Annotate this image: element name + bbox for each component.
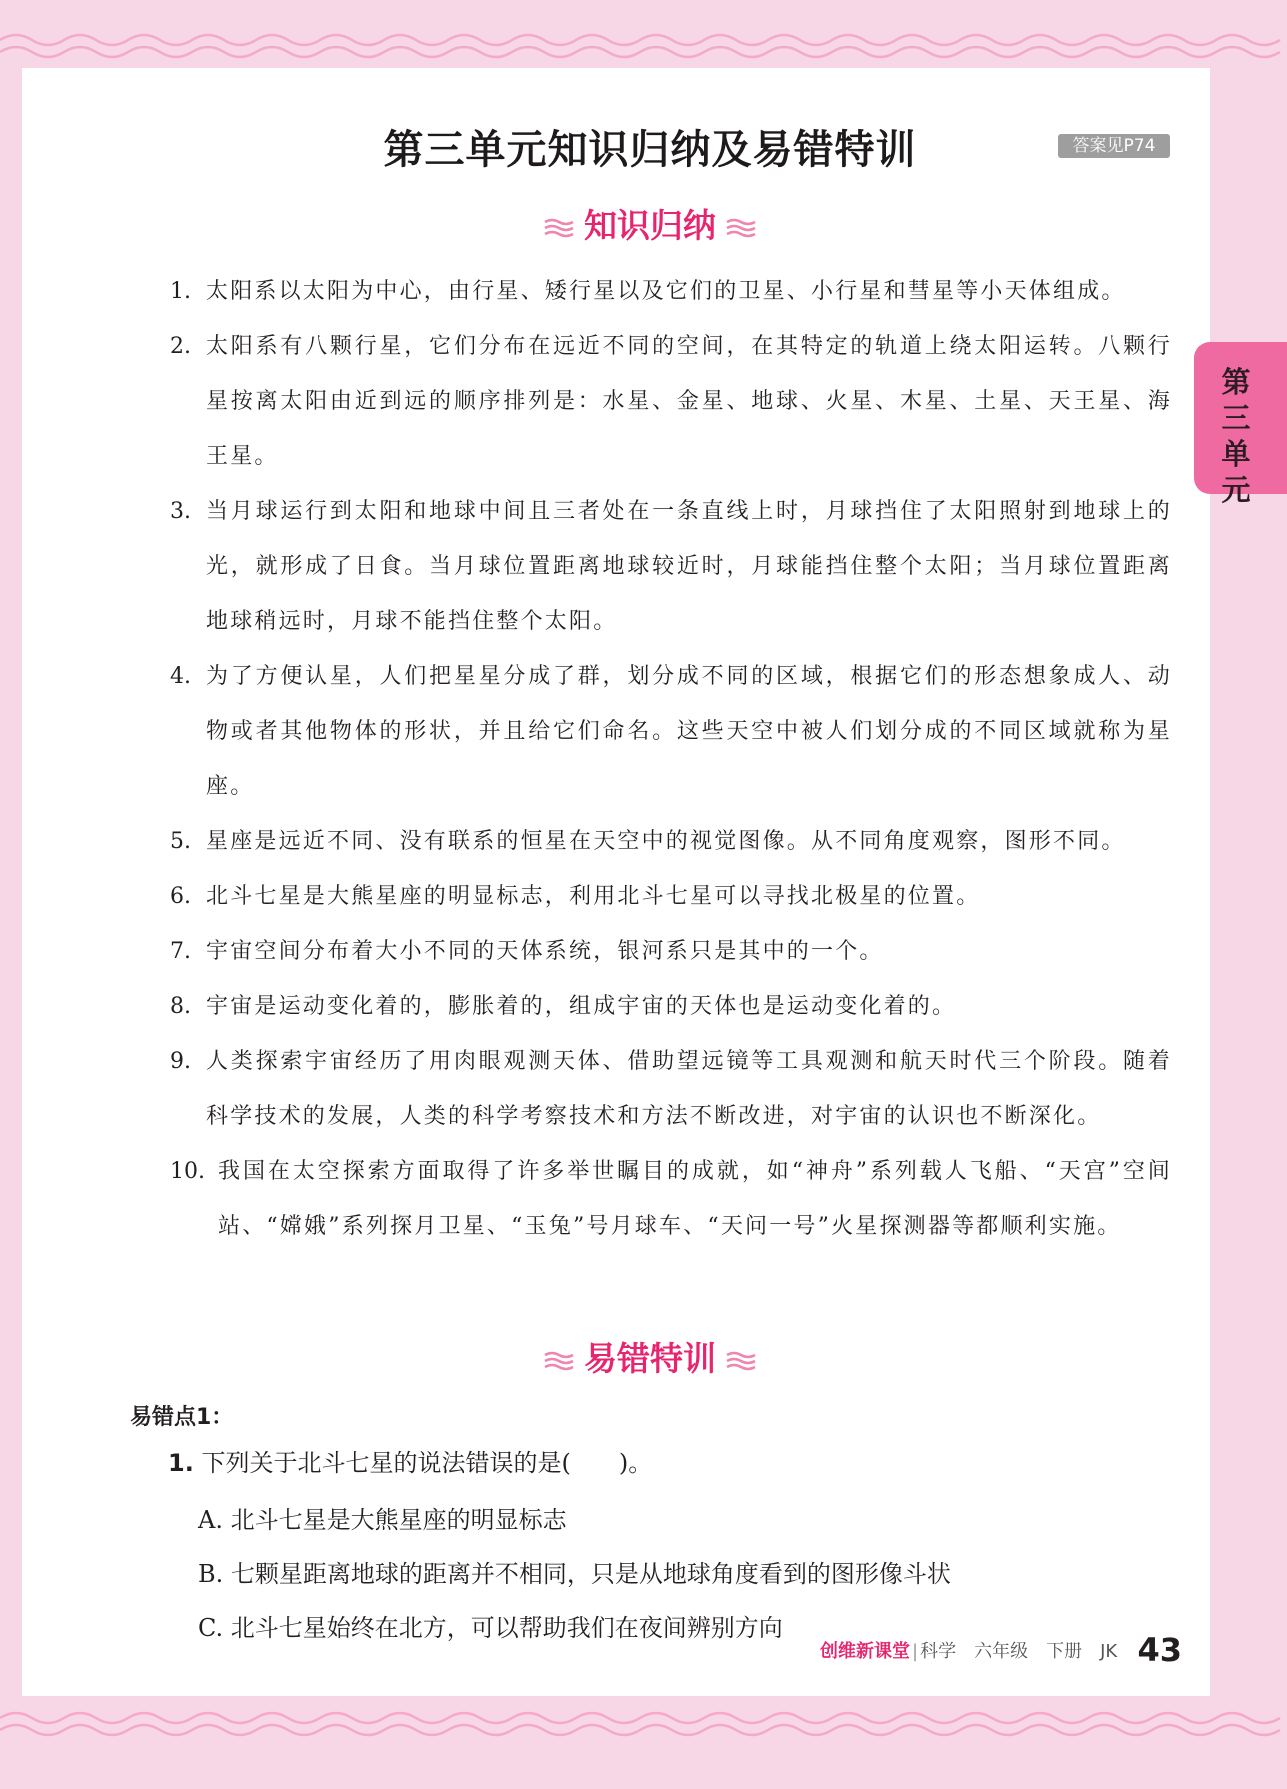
- list-item: 7. 宇宙空间分布着大小不同的天体系统，银河系只是其中的一个。: [170, 939, 884, 964]
- page-title: 第三单元知识归纳及易错特训: [383, 127, 917, 173]
- wave-decoration-icon: [726, 217, 756, 239]
- wave-decoration-icon: [544, 217, 574, 239]
- unit-side-tab: [1194, 342, 1287, 507]
- list-item: 9. 人类探索宇宙经历了用肉眼观测天体、借助望远镜等工具观测和航天时代三个阶段。随着科学技术的发展，人类的科学考察技术和方法不断改进，对宇宙的认识也不断深化。: [170, 1049, 1172, 1129]
- footer-brand: 创维新课堂: [820, 1641, 910, 1662]
- knowledge-list: [166, 264, 1172, 1254]
- list-item: 8. 宇宙是运动变化着的，膨胀着的，组成宇宙的天体也是运动变化着的。: [170, 994, 957, 1019]
- page-number: 43: [1137, 1631, 1182, 1669]
- option-b[interactable]: B. 七颗星距离地球的距离并不相同，只是从地球角度看到的图形像斗状: [198, 1560, 951, 1588]
- section-knowledge-heading: [0, 200, 1287, 247]
- list-item: 4. 为了方便认星，人们把星星分成了群，划分成不同的区域，根据它们的形态想象成人、动物或者其他物体的形状，并且给它们命名。这些天空中被人们划分成的不同区域就称为星座。: [170, 664, 1172, 799]
- answer-reference-badge: 答案见P74: [1058, 134, 1170, 158]
- option-c[interactable]: C. 北斗七星始终在北方，可以帮助我们在夜间辨别方向: [198, 1614, 783, 1642]
- section-mistakes-title: 易错特训: [584, 1339, 716, 1378]
- list-item: 10. 我国在太空探索方面取得了许多举世瞩目的成就，如“神舟”系列载人飞船、“天宫”空间站、“嫦娥”系列探月卫星、“玉兔”号月球车、“天问一号”火星探测器等都顺利实施。: [170, 1159, 1172, 1239]
- footer-info: 科学 六年级 下册 JK: [920, 1641, 1118, 1662]
- question-number: 1.: [168, 1449, 194, 1477]
- list-item: 1. 太阳系以太阳为中心，由行星、矮行星以及它们的卫星、小行星和彗星等小天体组成。: [170, 279, 1126, 304]
- question: [168, 1443, 652, 1478]
- list-item: 2. 太阳系有八颗行星，它们分布在远近不同的空间，在其特定的轨道上绕太阳运转。八颗行星按离太阳由近到远的顺序排列是：水星、金星、地球、火星、木星、土星、天王星、海王星。: [170, 334, 1172, 469]
- question-text: 下列关于北斗七星的说法错误的是( )。: [201, 1449, 653, 1477]
- option-a[interactable]: A. 北斗七星是大熊星座的明显标志: [198, 1506, 567, 1534]
- section-knowledge-title: 知识归纳: [584, 206, 716, 245]
- wave-decoration-icon: [544, 1350, 574, 1372]
- unit-side-tab-label: 第三单元: [1221, 365, 1251, 507]
- mistake-point-label: 易错点1：: [130, 1405, 234, 1430]
- list-item: 6. 北斗七星是大熊星座的明显标志，利用北斗七星可以寻找北极星的位置。: [170, 884, 981, 909]
- section-mistakes-heading: [0, 1333, 1287, 1380]
- list-item: 5. 星座是远近不同、没有联系的恒星在天空中的视觉图像。从不同角度观察，图形不同。: [170, 829, 1126, 854]
- page-footer: 创维新课堂 | 科学 六年级 下册 JK 43: [820, 1631, 1182, 1669]
- list-item: 3. 当月球运行到太阳和地球中间且三者处在一条直线上时，月球挡住了太阳照射到地球上的光，就形成了日食。当月球位置距离地球较近时，月球能挡住整个太阳；当月球位置距离地球稍远时，月球不能挡住整个太阳。: [170, 499, 1172, 634]
- wave-decoration-icon: [726, 1350, 756, 1372]
